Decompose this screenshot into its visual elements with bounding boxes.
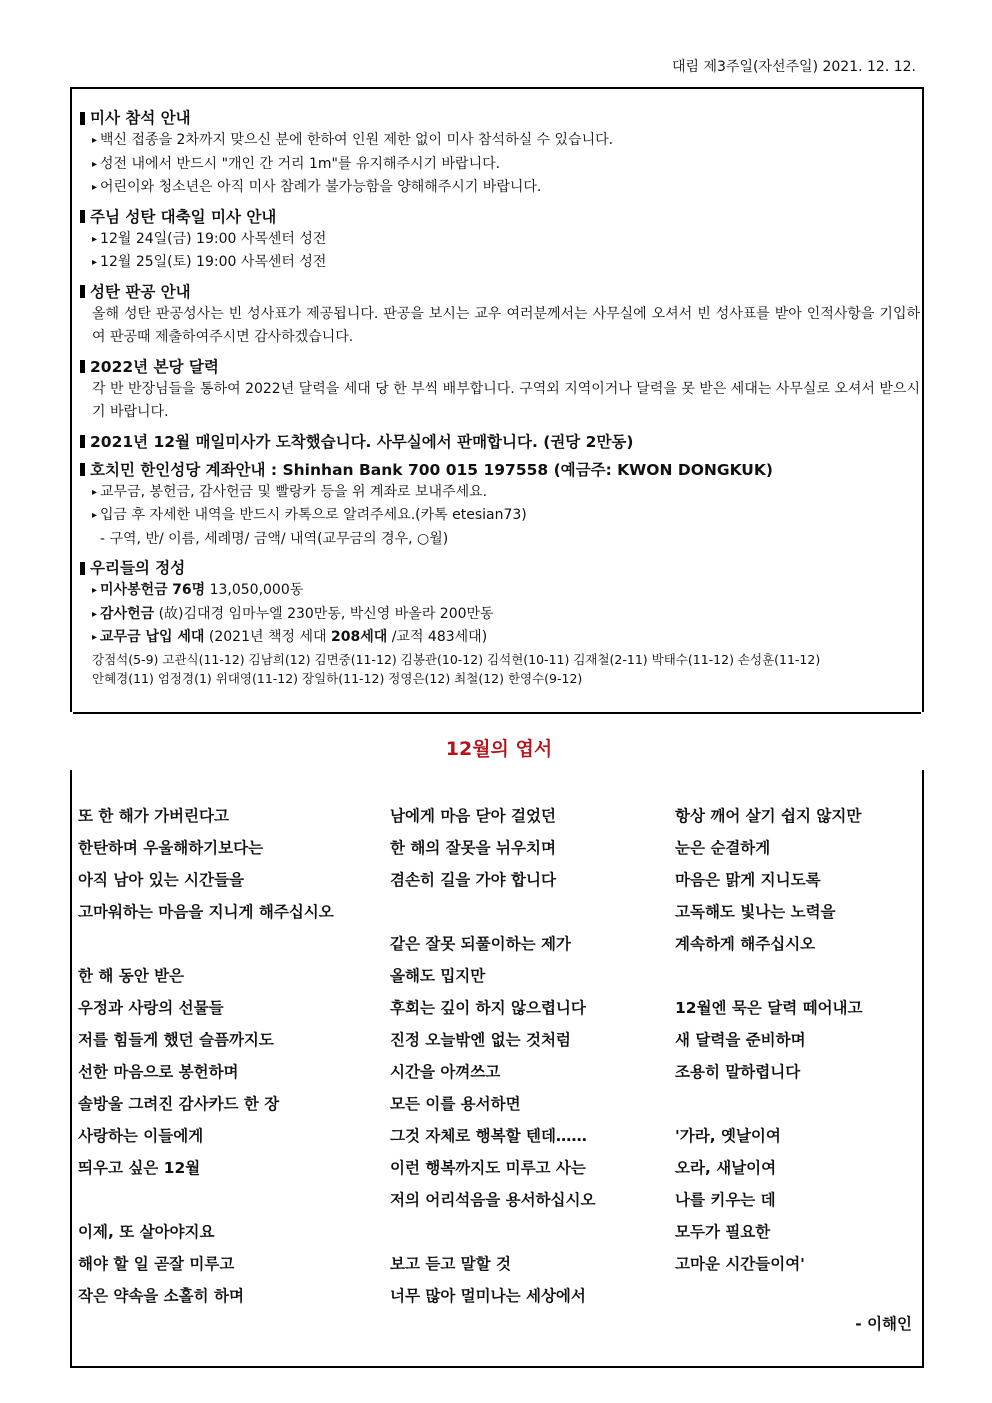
square-bullet-icon — [80, 463, 85, 476]
triangle-bullet-icon: ▸ — [92, 233, 98, 245]
triangle-bullet-icon: ▸ — [92, 257, 98, 268]
poem-line: 그것 자체로 행복할 텐데…… — [390, 1127, 587, 1145]
poem-line — [78, 1184, 334, 1216]
poem-line: 나를 키우는 데 — [675, 1191, 776, 1209]
poem-line: 오라, 새날이여 — [675, 1159, 777, 1177]
section-title — [80, 557, 920, 579]
tithe-prefix: (2021년 책정 세대 — [208, 629, 327, 645]
poem-author: - 이해인 — [855, 1315, 912, 1333]
square-bullet-icon — [80, 112, 85, 125]
section-title-text: 미사 참석 안내 — [90, 109, 191, 127]
poem-line: 계속하게 해주십시오 — [675, 935, 816, 953]
poem-line: 진정 오늘밖엔 없는 것처럼 — [390, 1031, 571, 1049]
poem-line — [675, 1280, 863, 1312]
section-title-text: 호치민 한인성당 계좌안내 : Shinhan Bank 700 015 197558 (예금주: KWON DONGKUK) — [90, 460, 773, 479]
poem-line: 남에게 마음 닫아 걸었던 — [390, 807, 556, 825]
poem-line: '가라, 옛날이여 — [675, 1127, 781, 1145]
tithe-label: 교무금 납입 세대 — [100, 629, 205, 645]
poem-line: 해야 할 일 곧잘 미루고 — [78, 1255, 235, 1273]
triangle-bullet-icon: ▸ — [92, 510, 98, 521]
poem-line — [390, 896, 595, 928]
notice-item — [80, 504, 920, 528]
poem-line: 모두가 필요한 — [675, 1223, 771, 1241]
poem-title: 12월의 엽서 — [445, 738, 553, 760]
notice-paragraph: 각 반 반장님들을 통하여 2022년 달력을 세대 당 한 부씩 배부합니다. 구역외 지역이거나 달력을 못 받은 세대는 사무실로 오셔서 받으시기 바랍니다. — [92, 380, 920, 420]
poem-line: 저의 어리석음을 용서하십시오 — [390, 1191, 596, 1209]
triangle-bullet-icon: ▸ — [92, 585, 98, 596]
notice-section — [80, 107, 920, 200]
square-bullet-icon — [80, 360, 85, 373]
poem-column-1 — [78, 800, 334, 1312]
notice-item — [80, 153, 920, 177]
thanks-text: (故)김대경 임마누엘 230만동, 박신영 바올라 200만동 — [158, 605, 494, 622]
poem-line: 이제, 또 살아야지요 — [78, 1223, 215, 1241]
poem-line: 보고 듣고 말할 것 — [390, 1255, 512, 1273]
poem-line: 한 해 동안 받은 — [78, 967, 185, 985]
section-title — [80, 206, 920, 228]
offering-item — [80, 603, 920, 627]
notice-item-text: 백신 접종을 2차까지 맞으신 분에 한하여 인원 제한 없이 미사 참석하실 수 있습니다. — [100, 132, 614, 148]
poem-line: 새 달력을 준비하며 — [675, 1031, 806, 1049]
mass-amount: 13,050,000동 — [209, 582, 304, 598]
poem-line: 이런 행복까지도 미루고 사는 — [390, 1159, 586, 1177]
triangle-bullet-icon: ▸ — [92, 632, 98, 643]
notice-item-text: 12월 24일(금) 19:00 사목센터 성전 — [100, 230, 327, 247]
poem-line: 사랑하는 이들에게 — [78, 1127, 204, 1145]
section-title — [80, 356, 920, 378]
notice-item-text: 교무금, 봉헌금, 감사헌금 및 빨랑카 등을 위 계좌로 보내주세요. — [100, 483, 488, 500]
poem-column-3 — [675, 800, 863, 1312]
poem-line: 겸손히 길을 가야 합니다 — [390, 871, 556, 889]
triangle-bullet-icon: ▸ — [92, 135, 98, 146]
section-title — [80, 459, 920, 481]
section-title-text: 성탄 판공 안내 — [90, 282, 191, 301]
thanks-label: 감사헌금 — [100, 605, 155, 622]
poem-line: 같은 잘못 되풀이하는 제가 — [390, 935, 571, 953]
poem-line: 고마운 시간들이여' — [675, 1255, 805, 1273]
poem-line: 올해도 밉지만 — [390, 967, 486, 985]
notice-section — [80, 206, 920, 275]
poem-line: 시간을 아껴쓰고 — [390, 1063, 501, 1081]
notice-box — [70, 87, 924, 714]
offering-item-text — [100, 579, 303, 603]
notice-content — [80, 107, 920, 695]
notice-item-text: 입금 후 자세한 내역을 반드시 카톡으로 알려주세요.(카톡 etesian73) — [100, 507, 527, 523]
poem-line: 항상 깨어 살기 쉽지 않지만 — [675, 807, 862, 825]
poem-line: 후회는 깊이 하지 않으렵니다 — [390, 999, 586, 1017]
poem-line: 띄우고 싶은 12월 — [78, 1159, 201, 1177]
poem-line: 눈은 순결하게 — [675, 839, 771, 857]
poem-line — [675, 1088, 863, 1120]
offering-item — [80, 626, 920, 650]
notice-item-text: 성전 내에서 반드시 "개인 간 거리 1m"를 유지해주시기 바랍니다. — [100, 155, 501, 172]
square-bullet-icon — [80, 210, 85, 223]
poem-line: 한탄하며 우울해하기보다는 — [78, 839, 264, 857]
offering-item-text — [100, 603, 494, 627]
bulletin-date: 대림 제3주일(자선주일) 2021. 12. 12. — [672, 59, 916, 75]
poem-line — [675, 960, 863, 992]
notice-item — [80, 228, 920, 252]
square-bullet-icon — [80, 562, 85, 575]
poem-line — [390, 1216, 595, 1248]
poem-line: 아직 남아 있는 시간들을 — [78, 871, 244, 889]
notice-item — [80, 129, 920, 153]
notice-item-text: 어린이와 청소년은 아직 미사 참례가 불가능함을 양해해주시기 바랍니다. — [100, 179, 542, 195]
notice-section — [80, 459, 920, 552]
triangle-bullet-icon: ▸ — [92, 158, 98, 170]
poem-line: 한 해의 잘못을 뉘우치며 — [390, 839, 556, 857]
mass-count: 76명 — [172, 582, 206, 598]
poem-line — [78, 928, 334, 960]
poem-column-2 — [390, 800, 595, 1312]
poem-line: 솔방울 그려진 감사카드 한 장 — [78, 1095, 280, 1113]
notice-section — [80, 356, 920, 425]
triangle-bullet-icon: ▸ — [92, 182, 98, 193]
offering-section — [80, 557, 920, 689]
poem-line: 너무 많아 멀미나는 세상에서 — [390, 1287, 586, 1305]
notice-item — [80, 176, 920, 200]
poem-line: 고독해도 빛나는 노력을 — [675, 903, 836, 921]
notice-paragraph: 올해 성탄 판공성사는 빈 성사표가 제공됩니다. 판공을 보시는 교우 여러분께서는 사무실에 오셔서 빈 성사표를 받아 인적사항을 기입하여 판공때 제출하여주시면 감사하겠습니다. — [92, 305, 920, 345]
triangle-bullet-icon: ▸ — [92, 608, 98, 620]
notice-item — [80, 251, 920, 275]
mass-label: 미사봉헌금 — [100, 582, 168, 598]
notice-item — [80, 481, 920, 505]
poem-line: 작은 약속을 소홀히 하며 — [78, 1287, 244, 1305]
section-title — [80, 281, 920, 303]
notice-section — [80, 431, 920, 453]
poem-line: 고마워하는 마음을 지니게 해주십시오 — [78, 903, 334, 921]
section-title-text: 2022년 본당 달력 — [90, 357, 219, 376]
poem-line: 또 한 해가 가버린다고 — [78, 807, 229, 825]
tithe-suffix: /교적 483세대) — [391, 629, 488, 645]
poem-line: 저를 힘들게 했던 슬픔까지도 — [78, 1031, 274, 1049]
square-bullet-icon — [80, 285, 85, 298]
section-title-text: 우리들의 정성 — [90, 559, 186, 577]
poem-line: 선한 마음으로 봉헌하며 — [78, 1063, 239, 1081]
notice-section — [80, 281, 920, 350]
poem-line: 마음은 맑게 지니도록 — [675, 871, 821, 889]
notice-item-text: 12월 25일(토) 19:00 사목센터 성전 — [100, 254, 327, 270]
tithe-names-line: 강점석(5-9) 고관식(11-12) 김남희(12) 김면중(11-12) 김봉관(10-12) 김석현(10-11) 김재철(2-11) 박태수(11-12) 손성훈(11-12) — [92, 651, 821, 667]
section-title — [80, 431, 920, 453]
triangle-bullet-icon: ▸ — [92, 486, 98, 498]
offering-item-text — [100, 626, 487, 650]
section-title-text: 2021년 12월 매일미사가 도착했습니다. 사무실에서 판매합니다. (권당 2만동) — [90, 432, 634, 451]
notice-note: - 구역, 반/ 이름, 세례명/ 금액/ 내역(교무금의 경우, ○월) — [100, 530, 449, 547]
tithe-names-line: 안혜경(11) 엄정경(1) 위대영(11-12) 장일하(11-12) 정영은(12) 최철(12) 한영수(9-12) — [92, 671, 583, 686]
poem-line: 조용히 말하렵니다 — [675, 1063, 801, 1081]
section-title — [80, 107, 920, 129]
poem-line: 우정과 사랑의 선물들 — [78, 999, 224, 1017]
poem-box — [70, 712, 924, 1368]
square-bullet-icon — [80, 435, 85, 448]
section-title-text: 주님 성탄 대축일 미사 안내 — [90, 207, 277, 226]
offering-item — [80, 579, 920, 603]
tithe-households: 208세대 — [330, 629, 388, 645]
poem-line: 모든 이를 용서하면 — [390, 1095, 521, 1113]
poem-line: 12월엔 묵은 달력 떼어내고 — [675, 999, 863, 1017]
